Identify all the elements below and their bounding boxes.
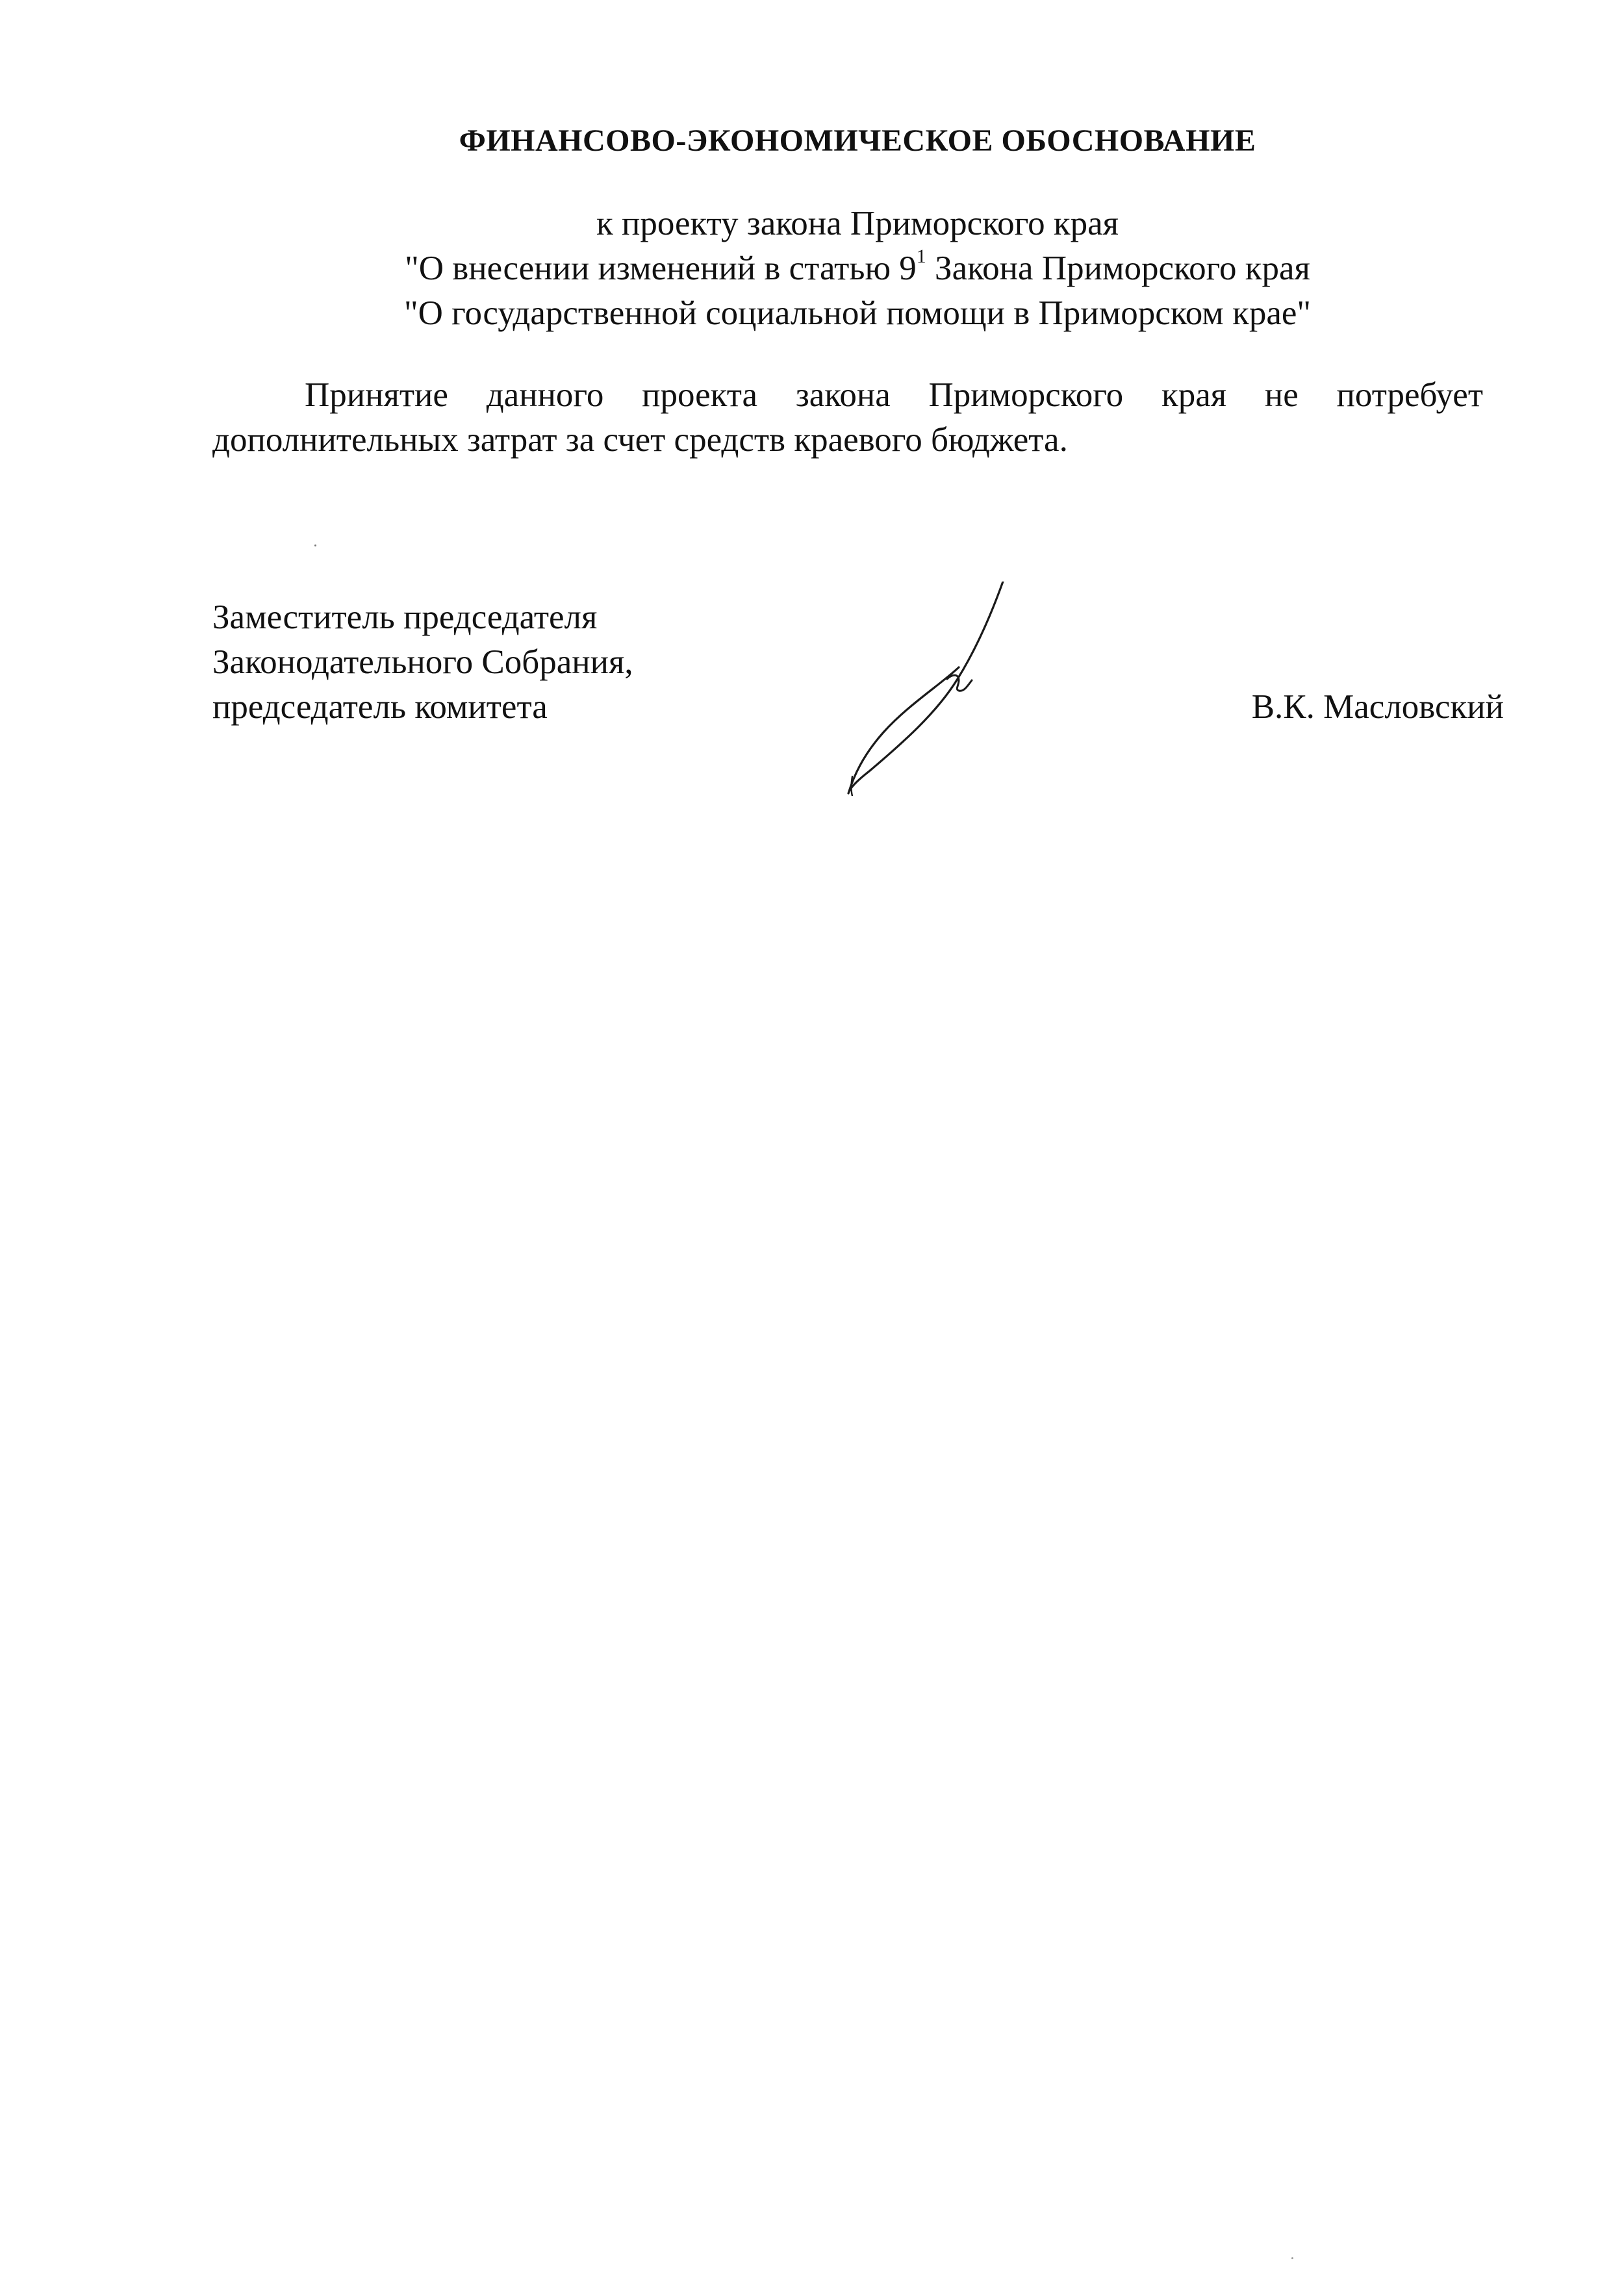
- position-line-3: председатель комитета: [212, 688, 548, 726]
- subtitle-line-1: к проекту закона Приморского края: [596, 205, 1119, 242]
- signatory-position: [212, 595, 797, 730]
- position-line-1: Заместитель председателя: [212, 598, 598, 636]
- scan-speck: [314, 544, 316, 546]
- article-superscript: 1: [916, 246, 926, 267]
- position-line-2: Законодательного Собрания,: [212, 643, 633, 681]
- subtitle-line-2-start: "О внесении изменений в статью 9: [405, 250, 917, 287]
- subtitle-line-2-end: Закона Приморского края: [926, 250, 1310, 287]
- document-subtitle: [364, 201, 1351, 336]
- signer-name: В.К. Масловский: [1251, 688, 1504, 726]
- document-title: ФИНАНСОВО-ЭКОНОМИЧЕСКОЕ ОБОСНОВАНИЕ: [459, 123, 1256, 158]
- subtitle-line-3: "О государственной социальной помощи в Приморском крае": [403, 294, 1312, 332]
- signature-stroke-main: [848, 582, 1003, 793]
- scan-speck-bottom: [1291, 2257, 1293, 2259]
- subtitle-line-2: [364, 246, 1351, 291]
- body-paragraph: Принятие данного проекта закона Приморского края не потребует дополнительных затрат за счет средств краевого бюджета.: [212, 376, 1483, 459]
- handwritten-signature: [838, 582, 1033, 796]
